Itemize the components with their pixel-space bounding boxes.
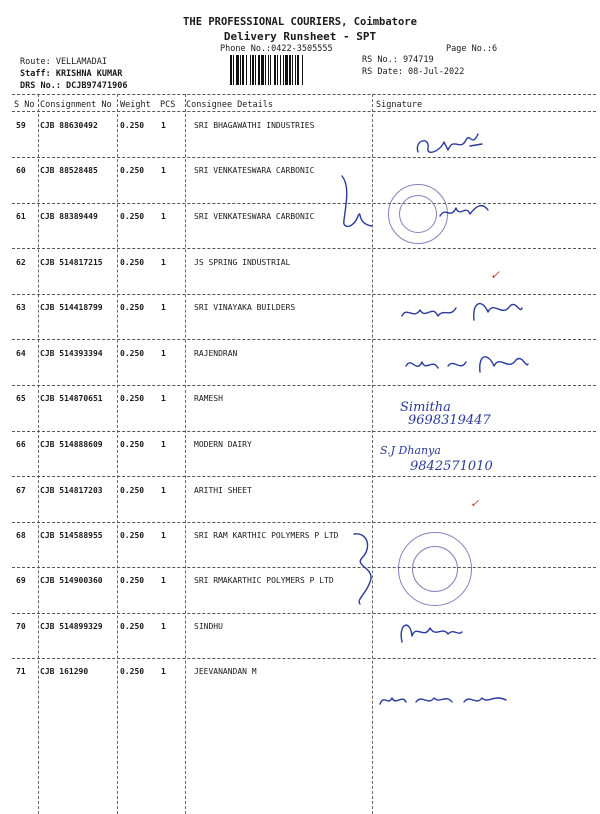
table-row xyxy=(0,166,600,212)
row-pcs: 1 xyxy=(161,349,166,358)
row-pcs: 1 xyxy=(161,166,166,175)
row-sno: 59 xyxy=(16,121,26,130)
signature-60-61 xyxy=(336,168,386,240)
row-weight: 0.250 xyxy=(120,394,145,403)
row-divider xyxy=(12,203,596,204)
col-header-pcs: PCS xyxy=(160,100,176,110)
table-row xyxy=(0,576,600,622)
route-label: Route: VELLAMADAI xyxy=(20,57,107,67)
row-sno: 60 xyxy=(16,166,26,175)
row-consignee: SRI RAM KARTHIC POLYMERS P LTD xyxy=(194,531,339,540)
signature-64 xyxy=(402,344,532,382)
row-pcs: 1 xyxy=(161,303,166,312)
row-sno: 67 xyxy=(16,486,26,495)
row-divider xyxy=(12,658,596,659)
row-consignment: CJB 88630492 xyxy=(40,121,98,130)
row-weight: 0.250 xyxy=(120,622,145,631)
row-sno: 61 xyxy=(16,212,26,221)
row-pcs: 1 xyxy=(161,258,166,267)
row-divider xyxy=(12,385,596,386)
row-divider xyxy=(12,248,596,249)
handwritten-phone-1: 9698319447 xyxy=(408,413,491,428)
row-divider xyxy=(12,567,596,568)
drs-number: DRS No.: DCJB97471906 xyxy=(20,81,128,91)
row-sno: 68 xyxy=(16,531,26,540)
row-weight: 0.250 xyxy=(120,576,145,585)
header-top-line xyxy=(12,94,596,95)
row-consignment: CJB 88528485 xyxy=(40,166,98,175)
row-sno: 71 xyxy=(16,667,26,676)
row-consignee: MODERN DAIRY xyxy=(194,440,252,449)
signature-70 xyxy=(396,614,466,648)
company-title: THE PROFESSIONAL COURIERS, Coimbatore xyxy=(183,16,417,28)
row-pcs: 1 xyxy=(161,531,166,540)
row-consignee: JEEVANANDAN M xyxy=(194,667,257,676)
row-consignee: RAMESH xyxy=(194,394,223,403)
signature-65-name: Simitha xyxy=(400,400,451,415)
row-consignee: SINDHU xyxy=(194,622,223,631)
row-sno: 70 xyxy=(16,622,26,631)
row-sno: 64 xyxy=(16,349,26,358)
row-consignment: CJB 514870651 xyxy=(40,394,103,403)
row-weight: 0.250 xyxy=(120,667,145,676)
row-consignment: CJB 514588955 xyxy=(40,531,103,540)
row-weight: 0.250 xyxy=(120,303,145,312)
rs-number: RS No.: 974719 xyxy=(362,55,434,65)
row-consignment: CJB 514418799 xyxy=(40,303,103,312)
row-pcs: 1 xyxy=(161,212,166,221)
row-consignment: CJB 514817215 xyxy=(40,258,103,267)
row-consignee: ARITHI SHEET xyxy=(194,486,252,495)
row-sno: 65 xyxy=(16,394,26,403)
row-sno: 66 xyxy=(16,440,26,449)
row-consignment: CJB 161290 xyxy=(40,667,89,676)
row-consignee: RAJENDRAN xyxy=(194,349,238,358)
row-weight: 0.250 xyxy=(120,486,145,495)
barcode-bar xyxy=(303,55,304,85)
row-weight: 0.250 xyxy=(120,258,145,267)
row-consignee: SRI VENKATESWARA CARBONIC xyxy=(194,212,315,221)
staff-label: Staff: KRISHNA KUMAR xyxy=(20,69,123,79)
table-row xyxy=(0,121,600,167)
rs-date: RS Date: 08-Jul-2022 xyxy=(362,67,465,77)
row-weight: 0.250 xyxy=(120,121,145,130)
signature-63 xyxy=(398,290,528,330)
col-header-signature: Signature xyxy=(376,100,423,110)
page-number: Page No.:6 xyxy=(446,44,498,54)
row-consignment: CJB 514888609 xyxy=(40,440,103,449)
row-consignment: CJB 514900360 xyxy=(40,576,103,585)
col-header-consignee: Consignee Details xyxy=(186,100,273,110)
table-row xyxy=(0,622,600,668)
row-pcs: 1 xyxy=(161,667,166,676)
row-divider xyxy=(12,339,596,340)
row-weight: 0.250 xyxy=(120,440,145,449)
row-consignee: SRI BHAGAWATHI INDUSTRIES xyxy=(194,121,315,130)
table-row xyxy=(0,440,600,486)
row-consignee: SRI RMAKARTHIC POLYMERS P LTD xyxy=(194,576,334,585)
row-pcs: 1 xyxy=(161,576,166,585)
red-mark-67: ✓ xyxy=(470,497,480,510)
phone-number: Phone No.:0422-3505555 xyxy=(220,44,333,54)
row-divider xyxy=(12,476,596,477)
signature-59 xyxy=(410,122,490,162)
table-row xyxy=(0,394,600,440)
header-bottom-line xyxy=(12,111,596,112)
table-row xyxy=(0,212,600,258)
sheet-title: Delivery Runsheet - SPT xyxy=(223,30,377,43)
row-divider xyxy=(12,613,596,614)
row-consignee: SRI VINAYAKA BUILDERS xyxy=(194,303,296,312)
table-row xyxy=(0,531,600,577)
row-consignee: JS SPRING INDUSTRIAL xyxy=(194,258,291,267)
signature-61 xyxy=(436,196,496,226)
row-divider xyxy=(12,431,596,432)
row-consignment: CJB 88389449 xyxy=(40,212,98,221)
row-pcs: 1 xyxy=(161,486,166,495)
row-weight: 0.250 xyxy=(120,166,145,175)
row-sno: 69 xyxy=(16,576,26,585)
barcode xyxy=(230,55,354,85)
company-stamp-68 xyxy=(398,532,472,606)
col-header-consignment: Consignment No xyxy=(40,100,112,110)
row-pcs: 1 xyxy=(161,622,166,631)
signature-71 xyxy=(376,686,516,712)
handwritten-phone-2: 9842571010 xyxy=(410,459,493,474)
signature-66-name: S.J Dhanya xyxy=(380,444,441,457)
row-weight: 0.250 xyxy=(120,212,145,221)
row-sno: 62 xyxy=(16,258,26,267)
row-pcs: 1 xyxy=(161,394,166,403)
row-consignee: SRI VENKATESWARA CARBONIC xyxy=(194,166,315,175)
row-pcs: 1 xyxy=(161,121,166,130)
signature-68-69 xyxy=(346,528,386,608)
row-divider xyxy=(12,522,596,523)
row-consignment: CJB 514899329 xyxy=(40,622,103,631)
col-header-weight: Weight xyxy=(120,100,151,110)
col-header-sno: S No xyxy=(14,100,35,110)
row-consignment: CJB 514817203 xyxy=(40,486,103,495)
row-pcs: 1 xyxy=(161,440,166,449)
row-divider xyxy=(12,157,596,158)
table-row xyxy=(0,486,600,532)
red-mark-62: ✓ xyxy=(490,268,501,282)
row-weight: 0.250 xyxy=(120,349,145,358)
row-weight: 0.250 xyxy=(120,531,145,540)
row-consignment: CJB 514393394 xyxy=(40,349,103,358)
row-sno: 63 xyxy=(16,303,26,312)
